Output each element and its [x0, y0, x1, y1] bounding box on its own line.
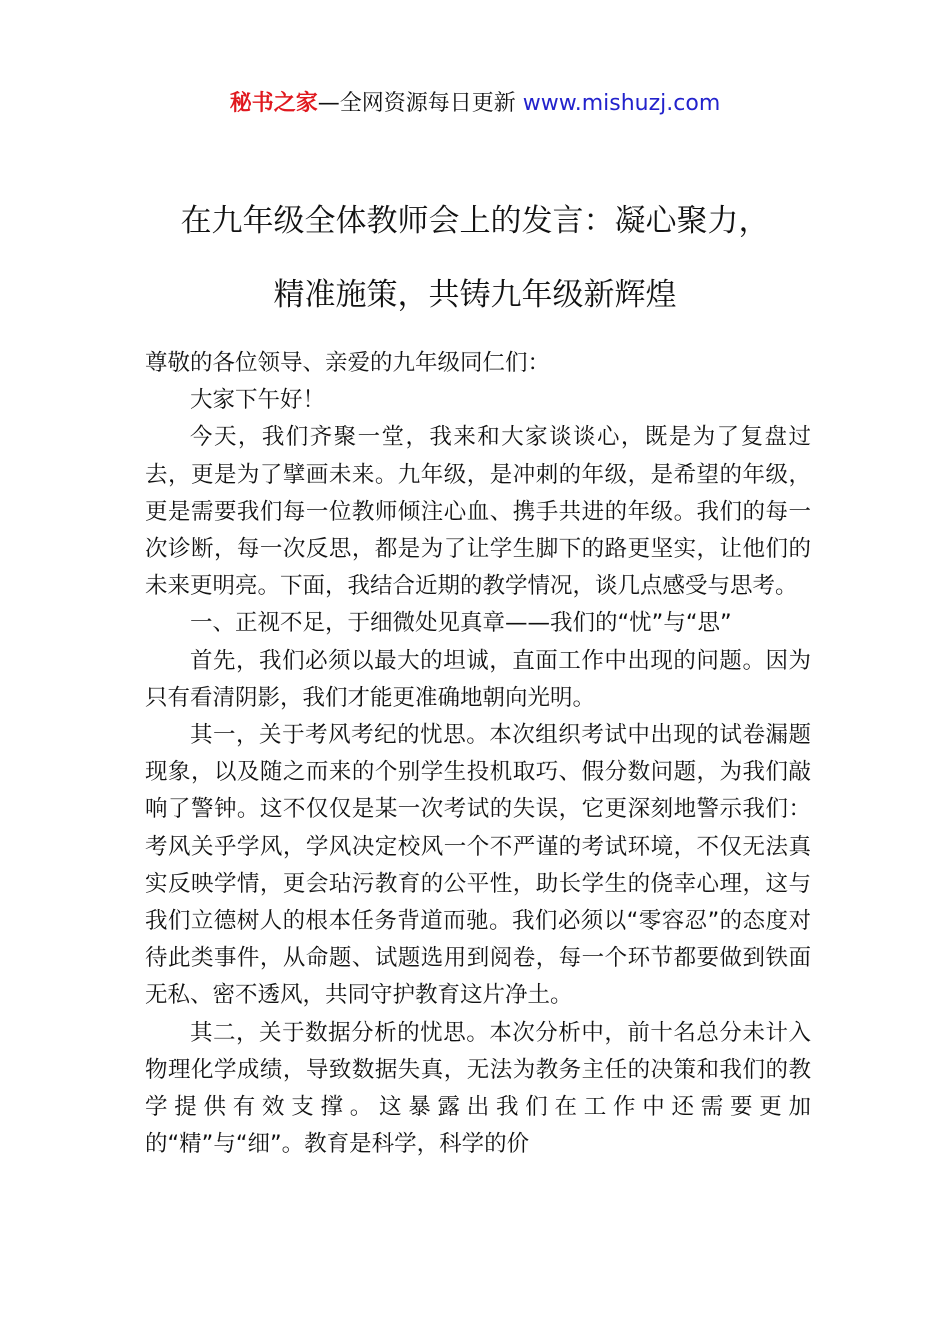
document-body: [145, 345, 811, 1163]
document-title-line-1: 在九年级全体教师会上的发言：凝心聚力，: [180, 203, 770, 239]
site-url-link[interactable]: www.mishuzj.com: [522, 91, 721, 116]
body-paragraph: 其二，关于数据分析的忧思。本次分析中，前十名总分未计入物理化学成绩，导致数据失真，无法为教务主任的决策和我们的教学提供有效支撑。这暴露出我们在工作中还需要更加的“精”与“细”。教育是科学，科学的价: [145, 1019, 811, 1158]
body-paragraph: 今天，我们齐聚一堂，我来和大家谈谈心，既是为了复盘过去，更是为了擘画未来。九年级，是冲刺的年级，是希望的年级，更是需要我们每一位教师倾注心血、携手共进的年级。我们的每一次诊断，每一次反思，都是为了让学生脚下的路更坚实，让他们的未来更明亮。下面，我结合近期的教学情况，谈几点感受与思考。: [145, 424, 811, 600]
site-tagline: —全网资源每日更新: [317, 91, 516, 116]
section-heading: 一、正视不足，于细微处见真章——我们的“忧”与“思”: [190, 610, 732, 637]
document-title: [100, 184, 850, 332]
site-brand: 秘书之家: [229, 91, 318, 116]
document-title-line-2: 精准施策，共铸九年级新辉煌: [273, 277, 677, 313]
greeting-paragraph: 大家下午好！: [190, 387, 326, 414]
body-paragraph: 首先，我们必须以最大的坦诚，直面工作中出现的问题。因为只有看清阴影，我们才能更准确地朝向光明。: [145, 647, 811, 711]
site-header: [0, 88, 950, 120]
salutation: 尊敬的各位领导、亲爱的九年级同仁们：: [145, 350, 551, 376]
body-paragraph: 其一，关于考风考纪的忧思。本次组织考试中出现的试卷漏题现象，以及随之而来的个别学生投机取巧、假分数问题，为我们敲响了警钟。这不仅仅是某一次考试的失误，它更深刻地警示我们：考风关乎学风，学风决定校风一个不严谨的考试环境，不仅无法真实反映学情，更会玷污教育的公平性，助长学生的侥幸心理，这与我们立德树人的根本任务背道而驰。我们必须以“零容忍”的态度对待此类事件，从命题、试题选用到阅卷，每一个环节都要做到铁面无私、密不透风，共同守护教育这片净土。: [145, 722, 811, 1009]
